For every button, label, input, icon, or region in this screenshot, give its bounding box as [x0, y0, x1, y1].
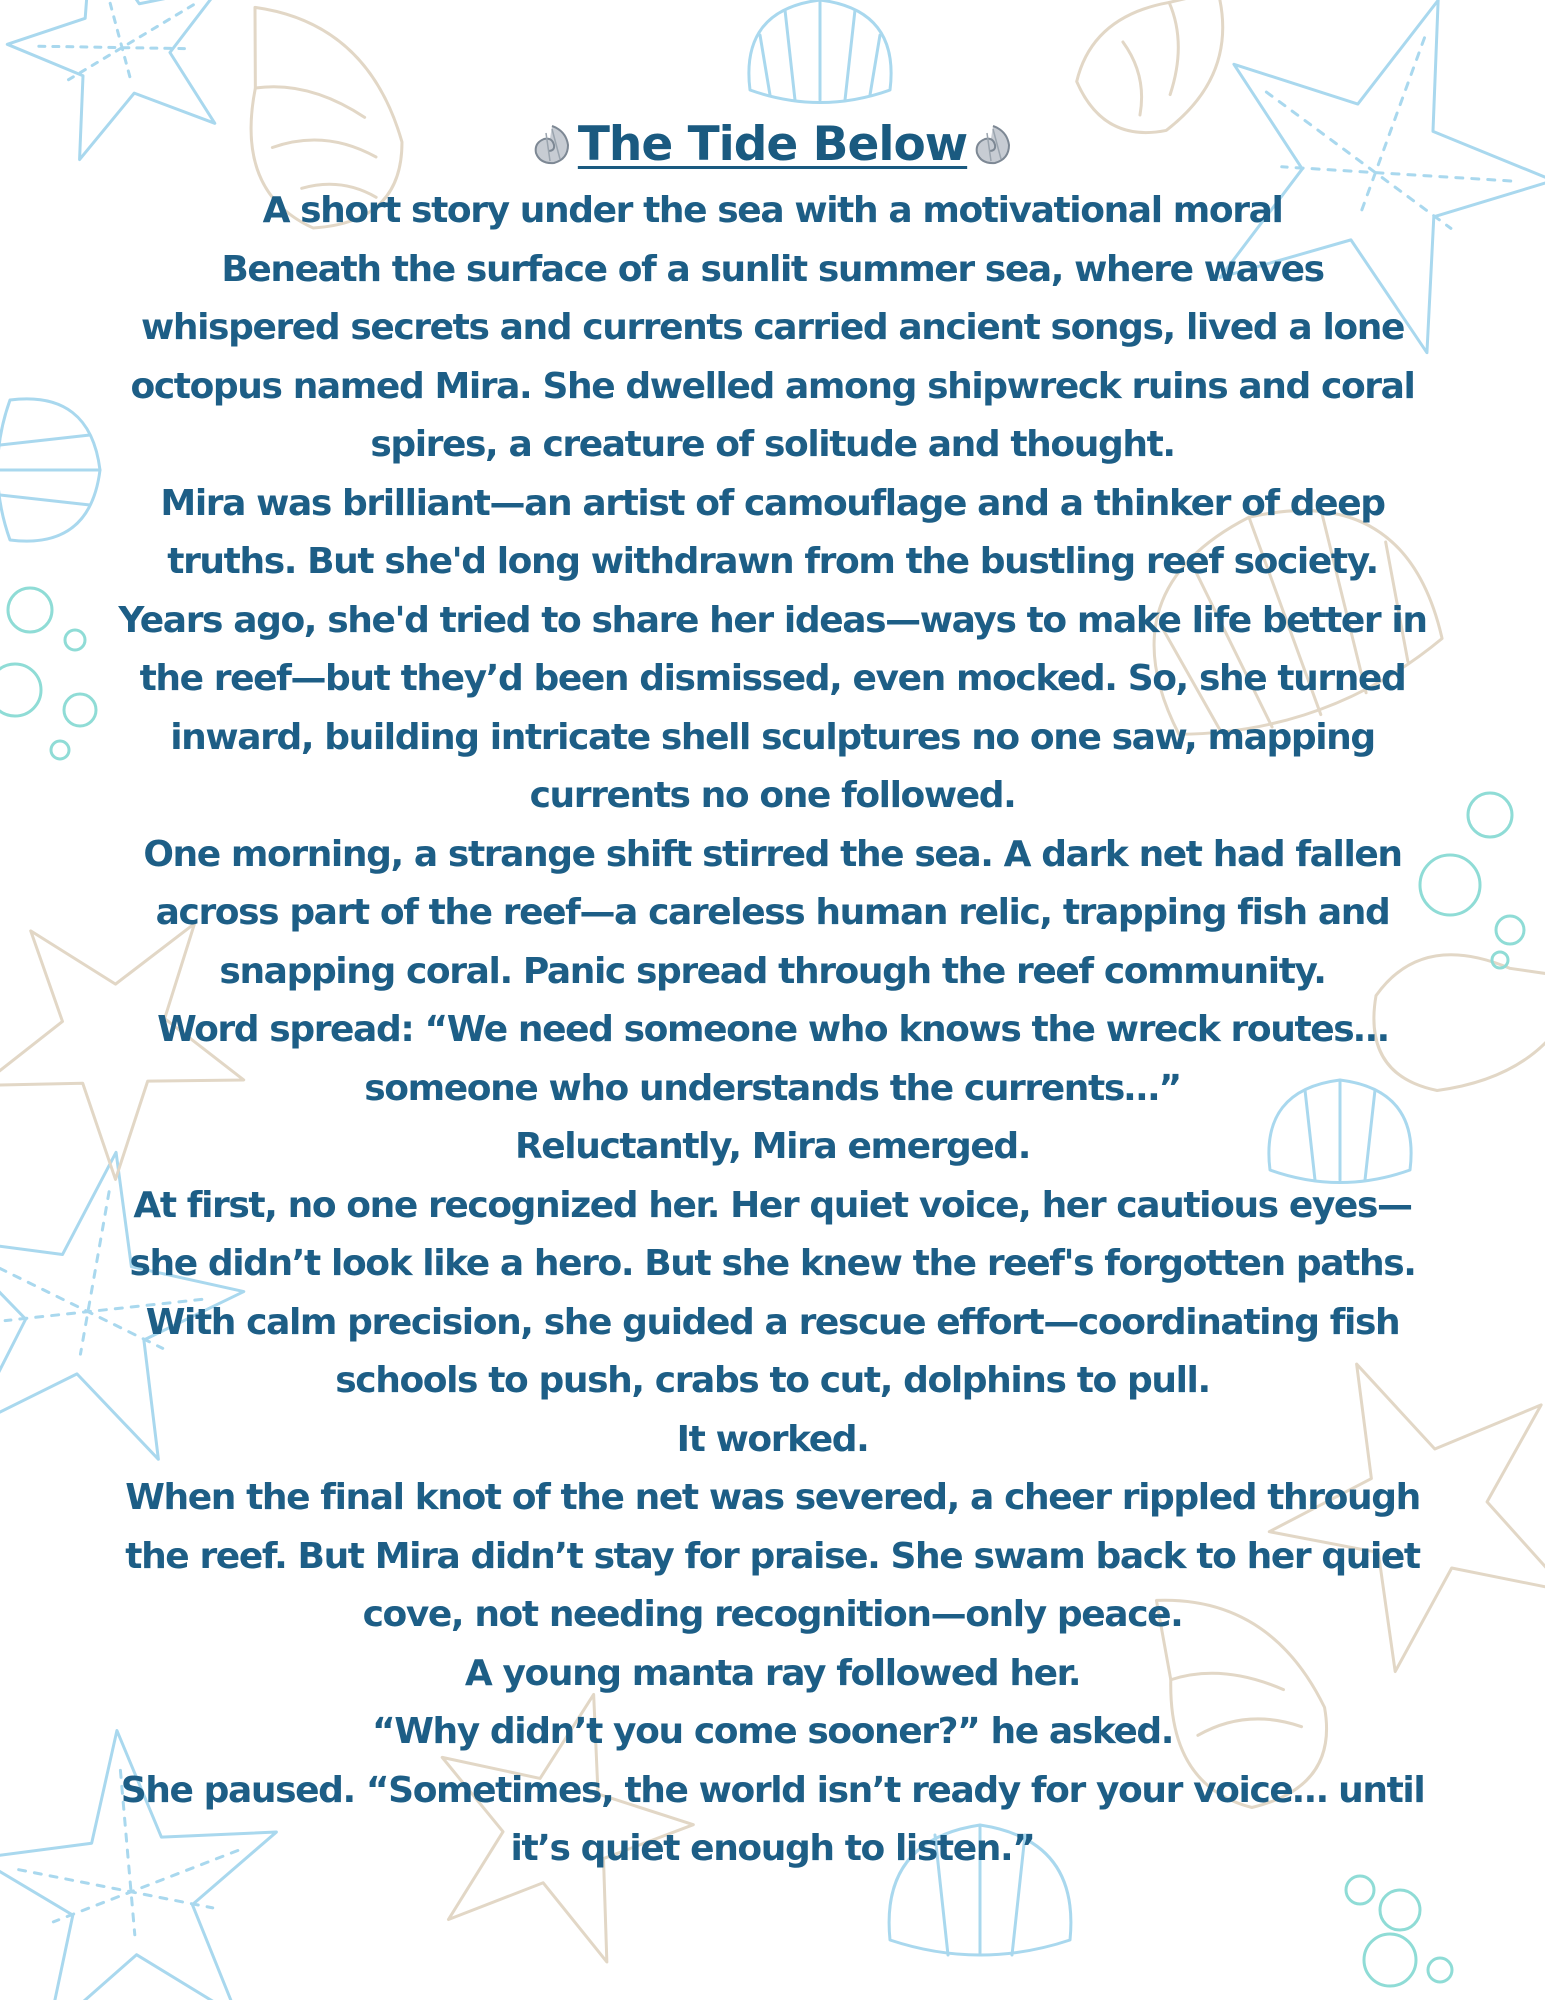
- story-line: it’s quiet enough to listen.”: [510, 1828, 1035, 1869]
- story-line: truths. But she'd long withdrawn from the bustling reef society.: [167, 541, 1378, 582]
- story-line: Mira was brilliant—an artist of camouflage and a thinker of deep: [160, 482, 1385, 524]
- spiral-shell-icon: [971, 123, 1015, 167]
- story-line: schools to push, crabs to cut, dolphins to pull.: [335, 1360, 1210, 1401]
- story-line: the reef—but they’d been dismissed, even mocked. So, she turned: [139, 658, 1406, 699]
- story-line: Reluctantly, Mira emerged.: [514, 1126, 1031, 1167]
- story-title: [110, 108, 1435, 182]
- story-line: someone who understands the currents…”: [364, 1067, 1181, 1109]
- story-line: When the final knot of the net was severed, a cheer rippled through: [125, 1477, 1420, 1518]
- story-line: cove, not needing recognition—only peace.: [362, 1594, 1183, 1635]
- story-line: Beneath the surface of a sunlit summer sea, where waves: [221, 248, 1324, 290]
- story-line: the reef. But Mira didn’t stay for praise. She swam back to her quiet: [125, 1535, 1420, 1577]
- title-text: The Tide Below: [577, 117, 968, 172]
- story-page: [110, 108, 1435, 1879]
- story-line: whispered secrets and currents carried ancient songs, lived a lone: [141, 307, 1404, 348]
- story-line: One morning, a strange shift stirred the sea. A dark net had fallen: [143, 833, 1402, 875]
- story-line: currents no one followed.: [529, 775, 1016, 816]
- story-line: Word spread: “We need someone who knows the wreck routes…: [157, 1009, 1388, 1050]
- story-line: At first, no one recognized her. Her quiet voice, her cautious eyes—: [133, 1184, 1412, 1226]
- story-line: spires, a creature of solitude and thought.: [370, 424, 1175, 465]
- story-line: across part of the reef—a careless human relic, trapping fish and: [155, 892, 1390, 933]
- story-line: Years ago, she'd tried to share her ideas—ways to make life better in: [118, 599, 1427, 641]
- story-body: [110, 241, 1435, 1879]
- story-line: snapping coral. Panic spread through the reef community.: [219, 950, 1326, 992]
- story-subtitle: A short story under the sea with a motivational moral: [262, 190, 1283, 231]
- story-line: A young manta ray followed her.: [464, 1652, 1081, 1694]
- story-line: octopus named Mira. She dwelled among shipwreck ruins and coral: [130, 365, 1415, 407]
- scallop-shell-icon: [749, 0, 891, 103]
- story-line: inward, building intricate shell sculptures no one saw, mapping: [170, 716, 1375, 758]
- story-line: she didn’t look like a hero. But she knew the reef's forgotten paths.: [129, 1243, 1416, 1284]
- story-line: With calm precision, she guided a rescue effort—coordinating fish: [145, 1301, 1400, 1343]
- scallop-shell-icon: [0, 399, 100, 541]
- story-line: “Why didn’t you come sooner?” he asked.: [371, 1711, 1174, 1752]
- story-line: It worked.: [676, 1418, 869, 1460]
- spiral-shell-icon: [530, 123, 574, 167]
- story-line: She paused. “Sometimes, the world isn’t ready for your voice… until: [120, 1769, 1425, 1811]
